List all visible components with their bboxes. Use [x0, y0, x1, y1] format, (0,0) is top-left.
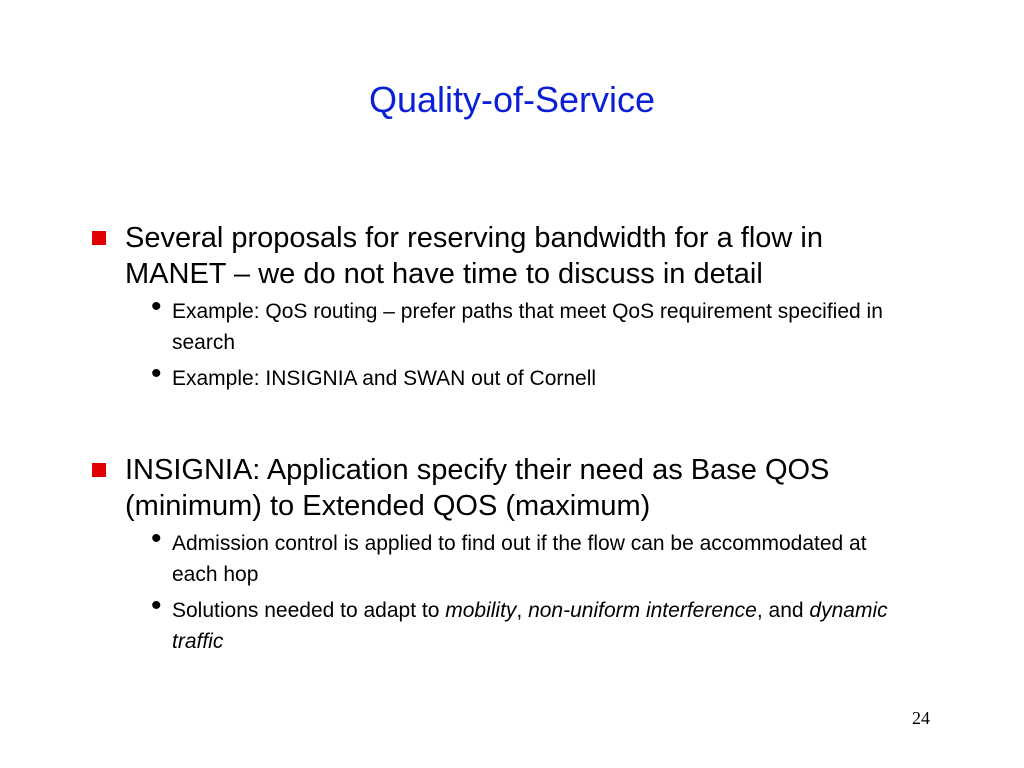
- sub-bullet-text-part: ,: [516, 599, 529, 622]
- bullet-item: [0, 220, 1024, 394]
- sub-bullet-item: [151, 290, 912, 358]
- emphasis-dynamic-traffic: dynamic traffic: [172, 599, 888, 653]
- black-dot-bullet-icon: •: [151, 522, 162, 555]
- sub-bullet-item: [151, 522, 912, 590]
- sub-bullet-text: Example: INSIGNIA and SWAN out of Cornell: [172, 367, 597, 390]
- sub-bullet-item: [151, 589, 912, 657]
- black-dot-bullet-icon: •: [151, 357, 162, 390]
- sub-bullet-text-part: Solutions needed to adapt to: [172, 599, 446, 622]
- red-square-bullet-icon: [92, 463, 106, 477]
- red-square-bullet-icon: [92, 231, 106, 245]
- emphasis-non-uniform-interference: non-uniform interference: [528, 599, 757, 622]
- bullet-text: INSIGNIA: Application specify their need as Base QOS (minimum) to Extended QOS (maximum): [125, 454, 830, 522]
- bullet-level1: [125, 220, 925, 292]
- sub-bullet-text: Example: QoS routing – prefer paths that meet QoS requirement specified in search: [172, 300, 883, 354]
- slide-title: Quality-of-Service: [368, 79, 656, 120]
- sub-bullet-text-part: , and: [756, 599, 810, 622]
- bullet-level1: [125, 452, 925, 524]
- black-dot-bullet-icon: •: [151, 589, 162, 622]
- black-dot-bullet-icon: •: [151, 290, 162, 323]
- sub-bullet-text: Admission control is applied to find out if the flow can be accommodated at each hop: [172, 532, 867, 586]
- emphasis-mobility: mobility: [445, 599, 517, 622]
- sub-bullet-item: [151, 357, 912, 394]
- bullet-item: [0, 452, 1024, 657]
- bullet-text: Several proposals for reserving bandwidth for a flow in MANET – we do not have time to discuss in detail: [125, 222, 823, 290]
- page-number: 24: [912, 708, 930, 728]
